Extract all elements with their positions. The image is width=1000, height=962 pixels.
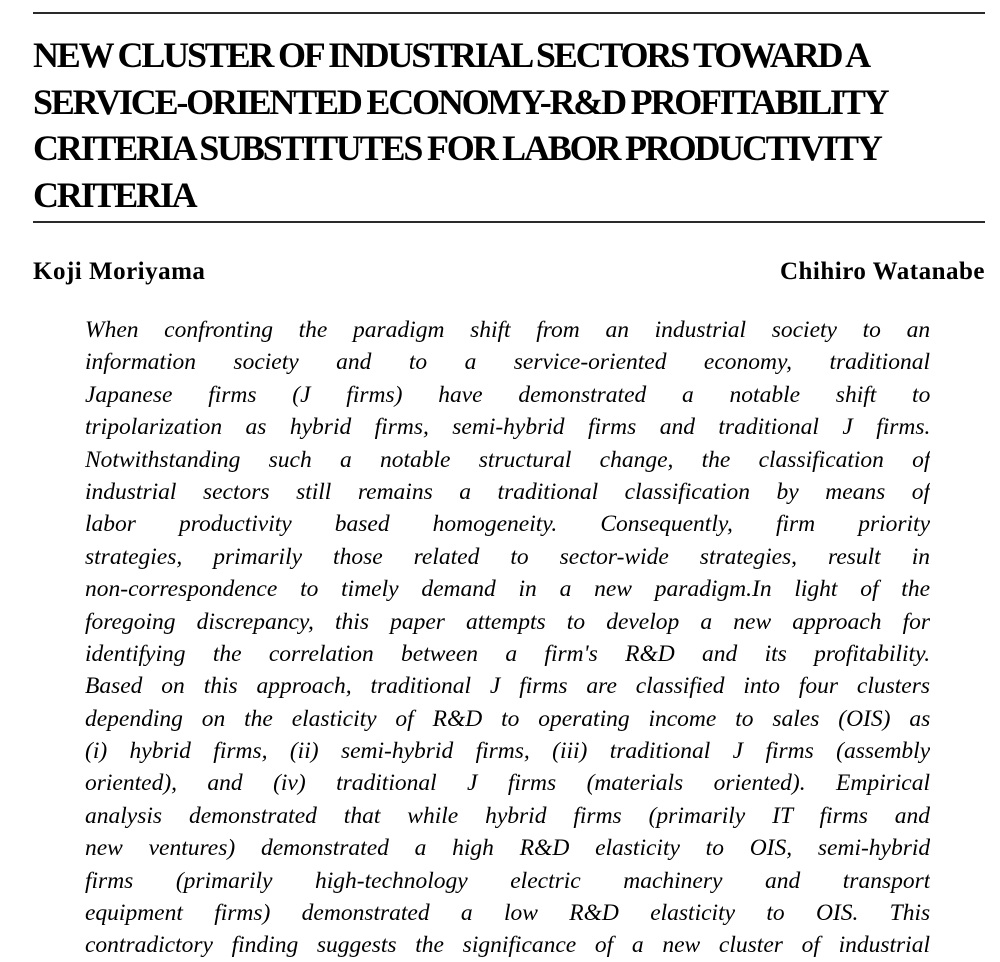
abstract-line: equipment firms) demonstrated a low R&D elasticity to OIS. This xyxy=(85,900,930,927)
abstract-line: analysis demonstrated that while hybrid firms (primarily IT firms and xyxy=(85,802,930,829)
abstract-line: Based on this approach, traditional J firms are classified into four clusters xyxy=(85,673,930,700)
abstract-line: When confronting the paradigm shift from an industrial society to an xyxy=(85,317,930,343)
abstract-line: contradictory finding suggests the significance of a new cluster of industrial xyxy=(85,932,930,959)
abstract-line: industrial sectors still remains a traditional classification by means of xyxy=(85,478,930,505)
title-bottom-rule xyxy=(33,221,985,223)
abstract-line: depending on the elasticity of R&D to operating income to sales (OIS) as xyxy=(85,705,930,732)
title-line: CRITERIA xyxy=(33,174,196,215)
author-name: Chihiro Watanabe xyxy=(779,258,985,285)
abstract-line: Notwithstanding such a notable structural change, the classification of xyxy=(85,446,930,473)
title-line: NEW CLUSTER OF INDUSTRIAL SECTORS TOWARD A xyxy=(33,35,869,75)
abstract-line: non-correspondence to timely demand in a new paradigm.In light of the xyxy=(85,576,930,603)
abstract-line: labor productivity based homogeneity. Consequently, firm priority xyxy=(85,511,930,538)
abstract xyxy=(85,314,930,962)
abstract-line: Japanese firms (J firms) have demonstrated a notable shift to xyxy=(85,381,930,408)
author-name: Koji Moriyama xyxy=(33,258,206,285)
author-line xyxy=(33,258,985,288)
abstract-line: tripolarization as hybrid firms, semi-hybrid firms and traditional J firms. xyxy=(85,414,930,441)
abstract-line: foregoing discrepancy, this paper attempts to develop a new approach for xyxy=(85,608,930,635)
abstract-line: information society and to a service-oriented economy, traditional xyxy=(85,349,930,376)
top-rule xyxy=(33,12,985,14)
abstract-line: strategies, primarily those related to sector-wide strategies, result in xyxy=(85,543,930,570)
abstract-line: (i) hybrid firms, (ii) semi-hybrid firms, (iii) traditional J firms (assembly xyxy=(85,738,930,765)
abstract-line: identifying the correlation between a firm's R&D and its profitability. xyxy=(85,640,930,667)
title-line: SERVICE-ORIENTED ECONOMY-R&D PROFITABILITY xyxy=(33,81,888,122)
title-line: CRITERIA SUBSTITUTES FOR LABOR PRODUCTIVITY xyxy=(33,128,881,168)
paper-title xyxy=(33,32,988,218)
abstract-line: oriented), and (iv) traditional J firms (materials oriented). Empirical xyxy=(85,770,930,797)
abstract-line: new ventures) demonstrated a high R&D elasticity to OIS, semi-hybrid xyxy=(85,835,930,862)
abstract-line: firms (primarily high-technology electric machinery and transport xyxy=(85,867,930,894)
